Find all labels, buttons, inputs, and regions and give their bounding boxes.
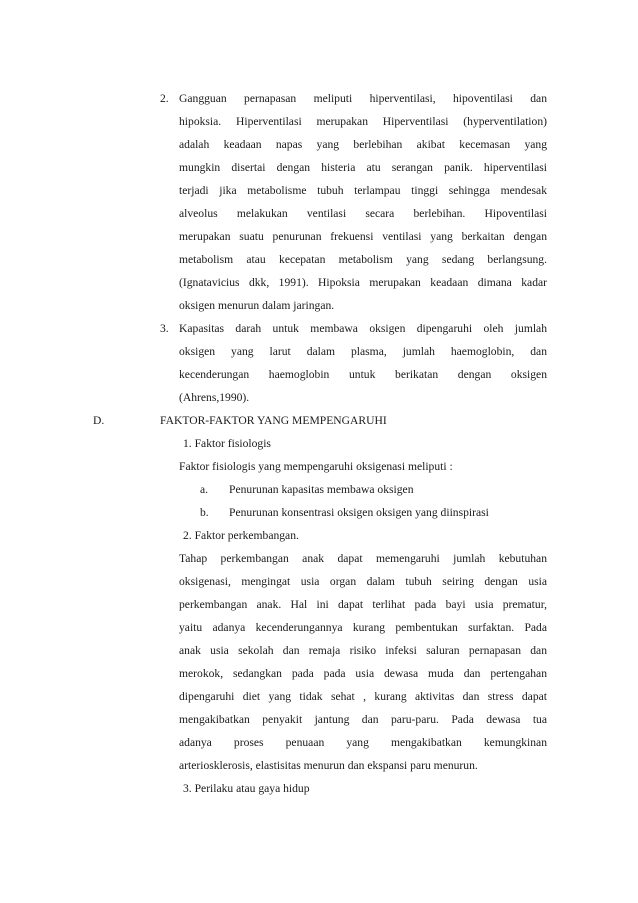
section-heading: FAKTOR-FAKTOR YANG MEMPENGARUHI xyxy=(160,414,387,427)
paragraph-line: mungkin disertai dengan histeria atu serangan panik. hiperventilasi xyxy=(179,161,547,174)
paragraph-line: metabolism atau kecepatan metabolism yang sedang berlangsung. xyxy=(179,253,547,266)
paragraph-line: oksigen menurun dalam jaringan. xyxy=(179,299,335,312)
paragraph-line: Kapasitas darah untuk membawa oksigen dipengaruhi oleh jumlah xyxy=(179,322,547,335)
paragraph-line: arteriosklerosis, elastisitas menurun dan ekspansi paru menurun. xyxy=(179,759,478,772)
paragraph-line: oksigen yang larut dalam plasma, jumlah haemoglobin, dan xyxy=(179,345,547,358)
section-letter: D. xyxy=(93,414,105,427)
paragraph-line: Faktor fisiologis yang mempengaruhi oksigenasi meliputi : xyxy=(179,460,453,473)
list-number: 3. xyxy=(160,322,169,335)
paragraph-line: merupakan suatu penurunan frekuensi ventilasi yang berkaitan dengan xyxy=(179,230,547,243)
subsection-heading: 2. Faktor perkembangan. xyxy=(183,529,299,542)
paragraph-line: yaitu adanya kecenderungannya kurang pembentukan surfaktan. Pada xyxy=(179,621,547,634)
list-number: 2. xyxy=(160,92,169,105)
paragraph-line: mengakibatkan penyakit jantung dan paru-paru. Pada dewasa tua xyxy=(179,713,547,726)
list-letter: a. xyxy=(200,483,209,496)
list-item: Penurunan kapasitas membawa oksigen xyxy=(229,483,414,496)
paragraph-line: kecenderungan haemoglobin untuk berikatan dengan oksigen xyxy=(179,368,547,381)
paragraph-line: alveolus melakukan ventilasi secara berlebihan. Hipoventilasi xyxy=(179,207,547,220)
paragraph-line: perkembangan anak. Hal ini dapat terlihat pada bayi usia prematur, xyxy=(179,598,547,611)
subsection-heading: 3. Perilaku atau gaya hidup xyxy=(183,782,310,795)
paragraph-line: oksigenasi, mengingat usia organ dalam tubuh seiring dengan usia xyxy=(179,575,547,588)
paragraph-line: Gangguan pernapasan meliputi hiperventilasi, hipoventilasi dan xyxy=(179,92,547,105)
paragraph-line: merokok, sedangkan pada pada usia dewasa muda dan pertengahan xyxy=(179,667,547,680)
paragraph-line: adanya proses penuaan yang mengakibatkan kemungkinan xyxy=(179,736,547,749)
list-item: Penurunan konsentrasi oksigen oksigen yang diinspirasi xyxy=(229,506,489,519)
paragraph-line: anak usia sekolah dan remaja risiko infeksi saluran pernapasan dan xyxy=(179,644,547,657)
paragraph-line: Tahap perkembangan anak dapat memengaruhi jumlah kebutuhan xyxy=(179,552,547,565)
subsection-heading: 1. Faktor fisiologis xyxy=(183,437,271,450)
paragraph-line: dipengaruhi diet yang tidak sehat , kurang aktivitas dan stress dapat xyxy=(179,690,547,703)
paragraph-line: (Ignatavicius dkk, 1991). Hipoksia merupakan keadaan dimana kadar xyxy=(179,276,547,289)
paragraph-line: (Ahrens,1990). xyxy=(179,391,250,404)
paragraph-line: adalah keadaan napas yang berlebihan akibat kecemasan yang xyxy=(179,138,547,151)
list-letter: b. xyxy=(200,506,209,519)
paragraph-line: hipoksia. Hiperventilasi merupakan Hiperventilasi (hyperventilation) xyxy=(179,115,547,128)
paragraph-line: terjadi jika metabolisme tubuh terlampau tinggi sehingga mendesak xyxy=(179,184,547,197)
